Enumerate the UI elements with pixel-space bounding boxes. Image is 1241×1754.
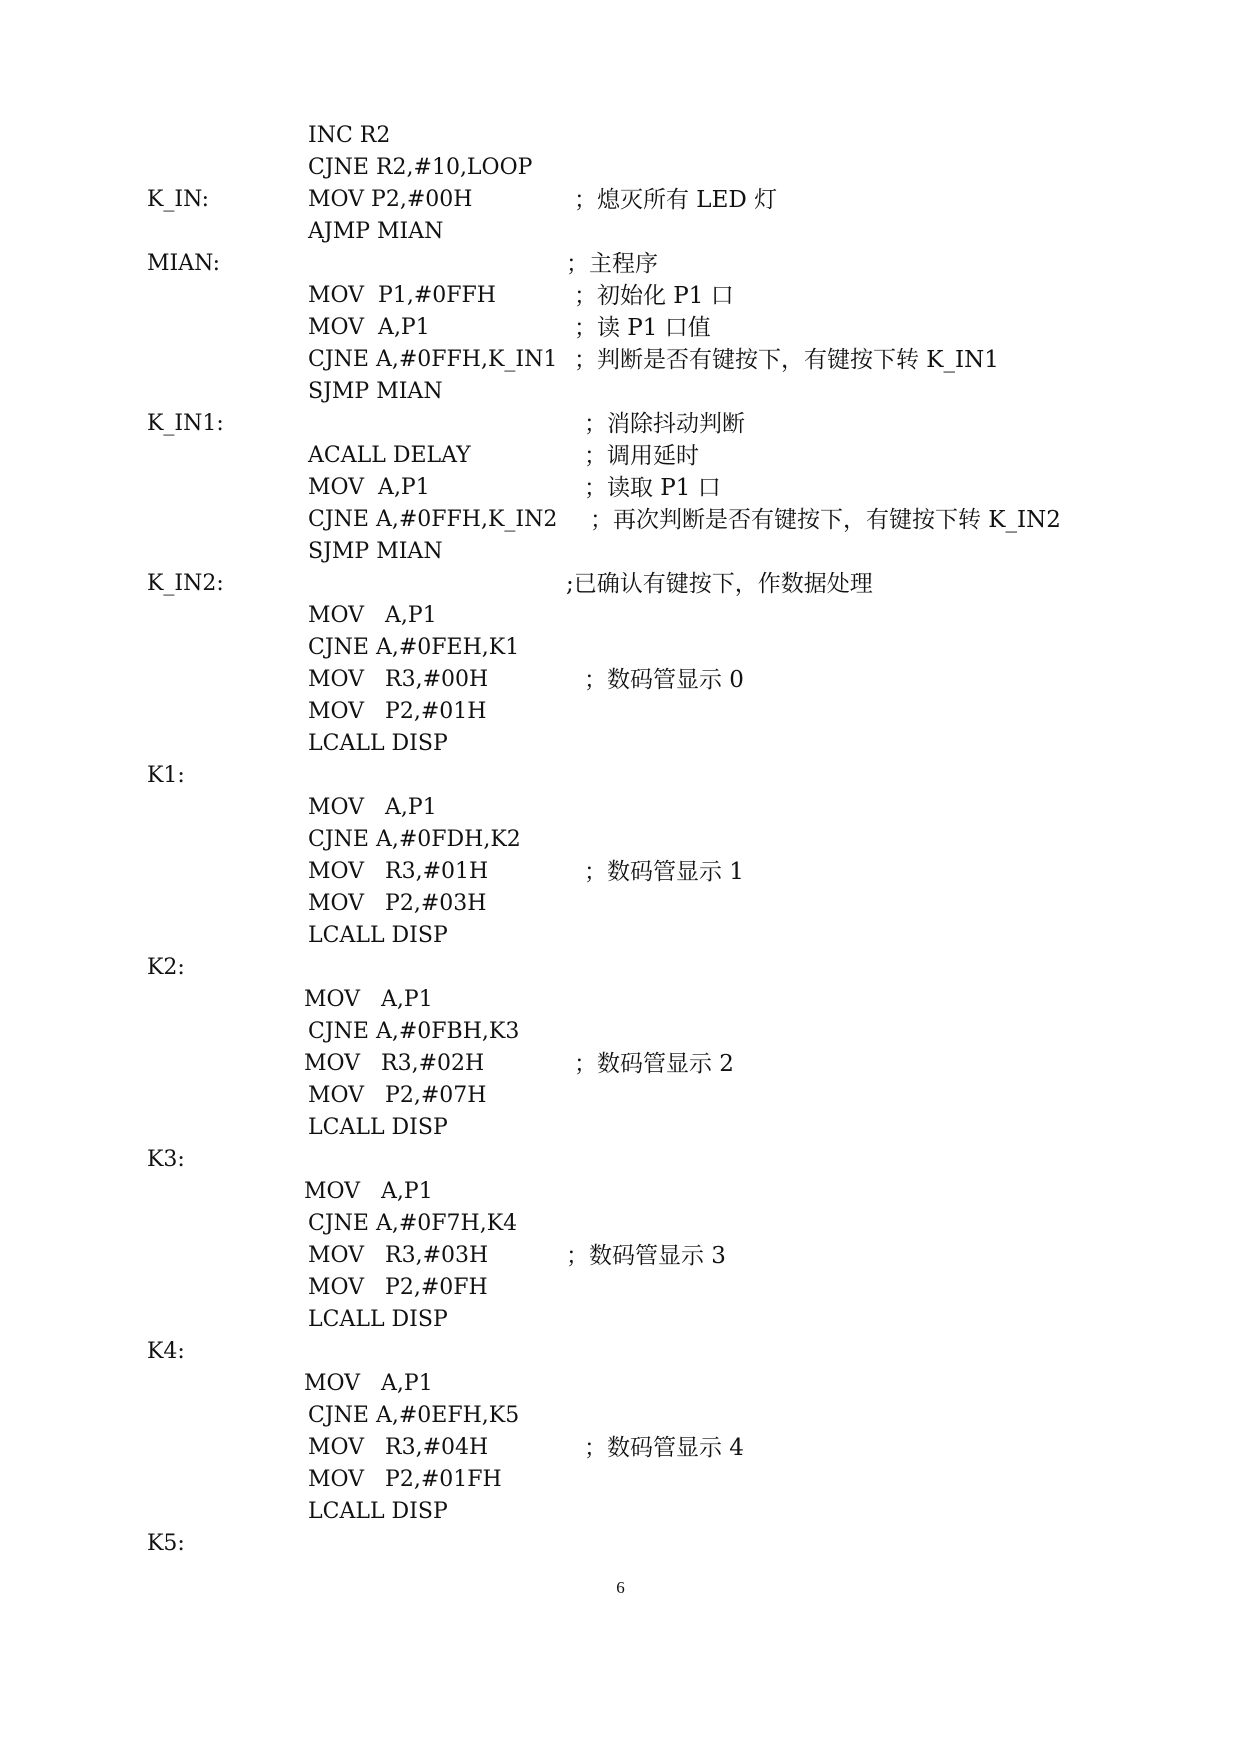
line-comment: ；主程序 [566, 251, 658, 277]
line-code: AJMP MIAN [308, 219, 444, 244]
code-line [0, 408, 1241, 440]
code-line [0, 216, 1241, 248]
line-label: K_IN: [147, 187, 210, 212]
line-code: MOV A,P1 [308, 603, 437, 628]
line-code: CJNE A,#0FEH,K1 [308, 635, 520, 660]
page-number: 6 [616, 1578, 625, 1597]
line-comment: ；数码管显示 4 [584, 1435, 744, 1461]
line-comment: ；数码管显示 2 [574, 1051, 734, 1077]
line-code: LCALL DISP [308, 1307, 448, 1332]
code-line [0, 440, 1241, 472]
line-label: K_IN2: [147, 571, 224, 596]
line-code: CJNE A,#0EFH,K5 [308, 1403, 520, 1428]
code-line [0, 1208, 1241, 1240]
line-code: MOV P2,#00H [308, 187, 473, 212]
code-line [0, 1016, 1241, 1048]
code-line [0, 1432, 1241, 1464]
line-comment: ；数码管显示 3 [566, 1243, 726, 1269]
line-code: MOV R3,#02H [304, 1051, 485, 1076]
line-code: MOV P2,#0FH [308, 1275, 488, 1300]
code-line [0, 792, 1241, 824]
line-comment: ；初始化 P1 口 [574, 283, 734, 309]
line-label: K_IN1: [147, 411, 224, 436]
line-code: LCALL DISP [308, 1499, 448, 1524]
line-code: LCALL DISP [308, 1115, 448, 1140]
code-line [0, 152, 1241, 184]
code-line [0, 280, 1241, 312]
line-code: CJNE R2,#10,LOOP [308, 155, 533, 180]
code-line [0, 1496, 1241, 1528]
line-comment: ；熄灭所有 LED 灯 [574, 187, 778, 213]
code-line [0, 1144, 1241, 1176]
line-code: SJMP MIAN [308, 379, 443, 404]
line-label: K3: [147, 1147, 185, 1172]
line-code: MOV A,P1 [308, 795, 437, 820]
code-line [0, 568, 1241, 600]
code-line [0, 664, 1241, 696]
line-code: CJNE A,#0F7H,K4 [308, 1211, 518, 1236]
code-line [0, 120, 1241, 152]
code-line [0, 248, 1241, 280]
code-line [0, 696, 1241, 728]
code-line [0, 504, 1241, 536]
code-line [0, 1400, 1241, 1432]
code-line [0, 376, 1241, 408]
line-code: CJNE A,#0FFH,K_IN1 [308, 347, 558, 372]
code-line [0, 888, 1241, 920]
code-line [0, 184, 1241, 216]
line-comment: ；读取 P1 口 [584, 475, 721, 501]
code-line [0, 856, 1241, 888]
line-comment: ；再次判断是否有键按下，有键按下转 K_IN2 [590, 507, 1061, 533]
line-code: MOV R3,#03H [308, 1243, 489, 1268]
code-line [0, 824, 1241, 856]
line-code: MOV A,P1 [308, 475, 430, 500]
code-line [0, 1272, 1241, 1304]
line-code: ACALL DELAY [308, 443, 471, 468]
line-code: LCALL DISP [308, 923, 448, 948]
code-line [0, 1336, 1241, 1368]
line-code: MOV P2,#03H [308, 891, 487, 916]
code-line [0, 1528, 1241, 1560]
line-code: MOV P1,#0FFH [308, 283, 496, 308]
code-line [0, 728, 1241, 760]
line-code: LCALL DISP [308, 731, 448, 756]
line-label: MIAN: [147, 251, 220, 276]
line-code: MOV A,P1 [308, 315, 430, 340]
line-comment: ；调用延时 [584, 443, 699, 469]
line-comment: ；消除抖动判断 [584, 411, 745, 437]
line-comment: ；数码管显示 0 [584, 667, 744, 693]
code-line [0, 1464, 1241, 1496]
code-line [0, 632, 1241, 664]
line-code: INC R2 [308, 123, 391, 148]
code-line [0, 1368, 1241, 1400]
code-line [0, 344, 1241, 376]
line-label: K2: [147, 955, 185, 980]
line-code: MOV R3,#00H [308, 667, 489, 692]
line-code: MOV P2,#01H [308, 699, 487, 724]
code-line [0, 472, 1241, 504]
code-line [0, 1112, 1241, 1144]
line-comment: ;已确认有键按下，作数据处理 [566, 571, 873, 597]
code-line [0, 600, 1241, 632]
code-line [0, 1080, 1241, 1112]
line-label: K4: [147, 1339, 185, 1364]
code-line [0, 920, 1241, 952]
line-comment: ；数码管显示 1 [584, 859, 744, 885]
line-code: CJNE A,#0FFH,K_IN2 [308, 507, 558, 532]
line-code: MOV R3,#01H [308, 859, 489, 884]
line-code: MOV A,P1 [304, 1179, 433, 1204]
code-line [0, 760, 1241, 792]
code-line [0, 1240, 1241, 1272]
line-comment: ；读 P1 口值 [574, 315, 711, 341]
line-code: MOV P2,#07H [308, 1083, 487, 1108]
line-code: MOV A,P1 [304, 1371, 433, 1396]
line-label: K5: [147, 1531, 185, 1556]
code-line [0, 984, 1241, 1016]
line-code: CJNE A,#0FBH,K3 [308, 1019, 520, 1044]
code-line [0, 536, 1241, 568]
code-line [0, 1304, 1241, 1336]
code-line [0, 952, 1241, 984]
code-line [0, 312, 1241, 344]
line-code: SJMP MIAN [308, 539, 443, 564]
line-comment: ；判断是否有键按下，有键按下转 K_IN1 [574, 347, 999, 373]
code-line [0, 1048, 1241, 1080]
line-code: MOV A,P1 [304, 987, 433, 1012]
line-code: MOV P2,#01FH [308, 1467, 502, 1492]
line-label: K1: [147, 763, 185, 788]
line-code: CJNE A,#0FDH,K2 [308, 827, 521, 852]
line-code: MOV R3,#04H [308, 1435, 489, 1460]
code-line [0, 1176, 1241, 1208]
